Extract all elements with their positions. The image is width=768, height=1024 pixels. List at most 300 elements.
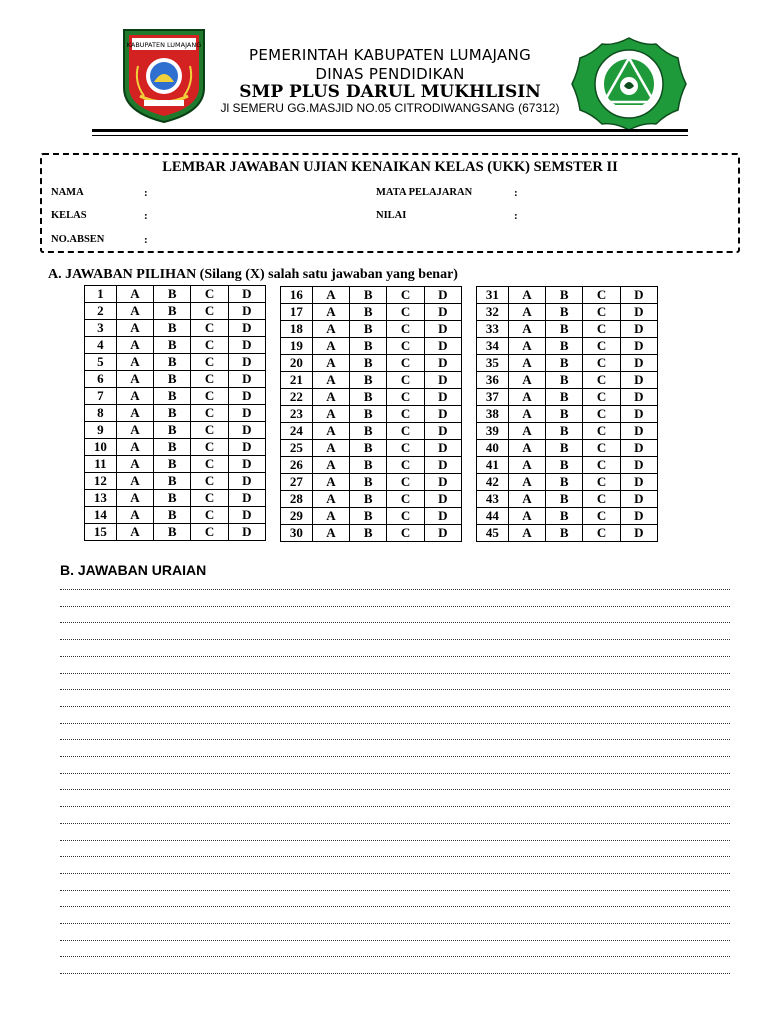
essay-line[interactable]: [60, 655, 730, 657]
option-c[interactable]: C: [583, 491, 620, 508]
answer-row: [281, 457, 462, 474]
option-b[interactable]: B: [546, 525, 583, 542]
essay-line[interactable]: [60, 889, 730, 891]
option-d[interactable]: D: [620, 304, 657, 321]
question-number: 16: [281, 287, 313, 304]
field-label-no-absen: NO.ABSEN: [51, 234, 105, 245]
answer-row: [477, 304, 658, 321]
option-b[interactable]: B: [350, 372, 387, 389]
option-b[interactable]: B: [350, 355, 387, 372]
question-number: 1: [85, 286, 117, 303]
essay-line[interactable]: [60, 955, 730, 957]
question-number: 12: [85, 473, 117, 490]
option-b[interactable]: B: [546, 287, 583, 304]
option-a[interactable]: A: [116, 507, 153, 524]
question-number: 31: [477, 287, 509, 304]
essay-line[interactable]: [60, 705, 730, 707]
option-a[interactable]: A: [508, 321, 545, 338]
option-b[interactable]: B: [154, 286, 191, 303]
option-a[interactable]: A: [508, 457, 545, 474]
option-b[interactable]: B: [546, 406, 583, 423]
essay-line[interactable]: [60, 672, 730, 674]
option-d[interactable]: D: [228, 388, 265, 405]
option-c[interactable]: C: [387, 304, 424, 321]
option-a[interactable]: A: [312, 457, 349, 474]
option-c[interactable]: C: [387, 321, 424, 338]
field-label-nilai: NILAI: [376, 210, 407, 221]
answer-row: [85, 524, 266, 541]
option-a[interactable]: A: [116, 456, 153, 473]
option-c[interactable]: C: [191, 473, 228, 490]
option-c[interactable]: C: [191, 507, 228, 524]
option-d[interactable]: D: [228, 320, 265, 337]
option-a[interactable]: A: [312, 321, 349, 338]
question-number: 30: [281, 525, 313, 542]
option-c[interactable]: C: [387, 355, 424, 372]
option-b[interactable]: B: [154, 337, 191, 354]
answer-row: [85, 456, 266, 473]
question-number: 13: [85, 490, 117, 507]
option-d[interactable]: D: [620, 457, 657, 474]
question-number: 18: [281, 321, 313, 338]
option-b[interactable]: B: [546, 321, 583, 338]
option-d[interactable]: D: [620, 406, 657, 423]
answer-row: [85, 371, 266, 388]
option-c[interactable]: C: [583, 423, 620, 440]
option-d[interactable]: D: [620, 287, 657, 304]
option-a[interactable]: A: [508, 338, 545, 355]
option-b[interactable]: B: [350, 321, 387, 338]
question-number: 25: [281, 440, 313, 457]
answer-row: [281, 304, 462, 321]
government-name: PEMERINTAH KABUPATEN LUMAJANG: [249, 46, 531, 64]
option-c[interactable]: C: [191, 422, 228, 439]
option-a[interactable]: A: [312, 406, 349, 423]
answer-row: [85, 422, 266, 439]
answer-table-1: [84, 285, 266, 541]
option-b[interactable]: B: [154, 303, 191, 320]
answer-row: [477, 491, 658, 508]
option-a[interactable]: A: [508, 287, 545, 304]
question-number: 9: [85, 422, 117, 439]
option-a[interactable]: A: [116, 490, 153, 507]
option-d[interactable]: D: [620, 372, 657, 389]
answer-row: [477, 457, 658, 474]
option-d[interactable]: D: [424, 508, 461, 525]
answer-row: [85, 490, 266, 507]
option-c[interactable]: C: [387, 287, 424, 304]
option-c[interactable]: C: [191, 405, 228, 422]
essay-line[interactable]: [60, 638, 730, 640]
option-a[interactable]: A: [312, 304, 349, 321]
option-c[interactable]: C: [191, 388, 228, 405]
question-number: 32: [477, 304, 509, 321]
option-b[interactable]: B: [350, 491, 387, 508]
option-b[interactable]: B: [154, 388, 191, 405]
option-d[interactable]: D: [228, 354, 265, 371]
question-number: 7: [85, 388, 117, 405]
option-b[interactable]: B: [154, 405, 191, 422]
option-b[interactable]: B: [350, 304, 387, 321]
question-number: 28: [281, 491, 313, 508]
option-c[interactable]: C: [191, 371, 228, 388]
question-number: 17: [281, 304, 313, 321]
logo-left-lettering: KABUPATEN LUMAJANG: [126, 41, 202, 49]
question-number: 11: [85, 456, 117, 473]
option-d[interactable]: D: [424, 406, 461, 423]
option-a[interactable]: A: [116, 303, 153, 320]
option-d[interactable]: D: [424, 423, 461, 440]
option-d[interactable]: D: [424, 440, 461, 457]
answer-row: [281, 440, 462, 457]
question-number: 40: [477, 440, 509, 457]
option-a[interactable]: A: [508, 423, 545, 440]
option-d[interactable]: D: [228, 405, 265, 422]
option-d[interactable]: D: [620, 389, 657, 406]
option-a[interactable]: A: [508, 491, 545, 508]
option-b[interactable]: B: [154, 473, 191, 490]
option-b[interactable]: B: [154, 320, 191, 337]
answer-row: [281, 389, 462, 406]
option-a[interactable]: A: [116, 354, 153, 371]
option-c[interactable]: C: [583, 372, 620, 389]
option-d[interactable]: D: [620, 321, 657, 338]
answer-row: [281, 406, 462, 423]
option-b[interactable]: B: [350, 525, 387, 542]
question-number: 41: [477, 457, 509, 474]
option-d[interactable]: D: [424, 457, 461, 474]
answer-row: [85, 337, 266, 354]
question-number: 19: [281, 338, 313, 355]
answer-row: [477, 474, 658, 491]
option-d[interactable]: D: [228, 337, 265, 354]
option-d[interactable]: D: [620, 508, 657, 525]
option-b[interactable]: B: [154, 371, 191, 388]
option-d[interactable]: D: [620, 474, 657, 491]
option-d[interactable]: D: [424, 321, 461, 338]
option-c[interactable]: C: [387, 508, 424, 525]
answer-row: [281, 355, 462, 372]
field-label-kelas: KELAS: [51, 210, 87, 221]
option-a[interactable]: A: [312, 372, 349, 389]
option-b[interactable]: B: [546, 423, 583, 440]
option-a[interactable]: A: [312, 525, 349, 542]
essay-line[interactable]: [60, 722, 730, 724]
question-number: 20: [281, 355, 313, 372]
option-c[interactable]: C: [387, 406, 424, 423]
option-d[interactable]: D: [228, 439, 265, 456]
question-number: 29: [281, 508, 313, 525]
option-c[interactable]: C: [191, 337, 228, 354]
answer-row: [85, 354, 266, 371]
option-d[interactable]: D: [620, 440, 657, 457]
option-b[interactable]: B: [546, 355, 583, 372]
option-c[interactable]: C: [191, 320, 228, 337]
option-d[interactable]: D: [424, 474, 461, 491]
option-a[interactable]: A: [116, 405, 153, 422]
option-d[interactable]: D: [424, 372, 461, 389]
option-d[interactable]: D: [228, 456, 265, 473]
option-a[interactable]: A: [312, 491, 349, 508]
question-number: 35: [477, 355, 509, 372]
option-a[interactable]: A: [116, 473, 153, 490]
option-b[interactable]: B: [154, 507, 191, 524]
essay-line[interactable]: [60, 788, 730, 790]
question-number: 45: [477, 525, 509, 542]
answer-row: [477, 287, 658, 304]
answer-row: [85, 320, 266, 337]
option-b[interactable]: B: [154, 490, 191, 507]
option-a[interactable]: A: [116, 524, 153, 541]
option-a[interactable]: A: [508, 406, 545, 423]
answer-row: [85, 388, 266, 405]
answer-row: [85, 303, 266, 320]
essay-line[interactable]: [60, 939, 730, 941]
essay-line[interactable]: [60, 972, 730, 974]
option-b[interactable]: B: [350, 389, 387, 406]
option-c[interactable]: C: [191, 354, 228, 371]
option-a[interactable]: A: [116, 286, 153, 303]
option-d[interactable]: D: [424, 525, 461, 542]
option-c[interactable]: C: [191, 456, 228, 473]
section-a-title: A. JAWABAN PILIHAN (Silang (X) salah satu jawaban yang benar): [48, 267, 458, 282]
essay-line[interactable]: [60, 839, 730, 841]
option-b[interactable]: B: [350, 423, 387, 440]
field-colon-mata-pelajaran: :: [514, 187, 518, 199]
option-b[interactable]: B: [546, 491, 583, 508]
option-c[interactable]: C: [583, 355, 620, 372]
option-b[interactable]: B: [350, 287, 387, 304]
answer-row: [85, 439, 266, 456]
answer-row: [281, 491, 462, 508]
option-c[interactable]: C: [583, 457, 620, 474]
option-c[interactable]: C: [191, 490, 228, 507]
answer-row: [281, 287, 462, 304]
essay-line[interactable]: [60, 588, 730, 590]
option-d[interactable]: D: [228, 286, 265, 303]
option-c[interactable]: C: [583, 389, 620, 406]
option-a[interactable]: A: [312, 508, 349, 525]
option-b[interactable]: B: [546, 508, 583, 525]
option-d[interactable]: D: [228, 303, 265, 320]
question-number: 39: [477, 423, 509, 440]
essay-line[interactable]: [60, 805, 730, 807]
option-d[interactable]: D: [424, 491, 461, 508]
answer-row: [85, 286, 266, 303]
field-colon-nilai: :: [514, 210, 518, 222]
option-a[interactable]: A: [116, 422, 153, 439]
answer-row: [281, 423, 462, 440]
option-a[interactable]: A: [312, 389, 349, 406]
option-d[interactable]: D: [620, 525, 657, 542]
option-c[interactable]: C: [583, 321, 620, 338]
option-c[interactable]: C: [583, 440, 620, 457]
option-c[interactable]: C: [387, 474, 424, 491]
question-number: 4: [85, 337, 117, 354]
answer-row: [477, 508, 658, 525]
question-number: 22: [281, 389, 313, 406]
option-c[interactable]: C: [583, 508, 620, 525]
option-a[interactable]: A: [116, 439, 153, 456]
option-d[interactable]: D: [424, 389, 461, 406]
option-c[interactable]: C: [583, 525, 620, 542]
option-c[interactable]: C: [583, 304, 620, 321]
option-b[interactable]: B: [546, 457, 583, 474]
option-a[interactable]: A: [508, 389, 545, 406]
option-d[interactable]: D: [424, 338, 461, 355]
header-rule-thin: [92, 135, 688, 136]
essay-line[interactable]: [60, 605, 730, 607]
option-c[interactable]: C: [191, 524, 228, 541]
school-name: SMP PLUS DARUL MUKHLISIN: [239, 82, 541, 102]
option-a[interactable]: A: [116, 320, 153, 337]
option-c[interactable]: C: [387, 491, 424, 508]
option-b[interactable]: B: [350, 406, 387, 423]
question-number: 23: [281, 406, 313, 423]
option-c[interactable]: C: [387, 423, 424, 440]
question-number: 36: [477, 372, 509, 389]
question-number: 26: [281, 457, 313, 474]
option-b[interactable]: B: [546, 440, 583, 457]
option-b[interactable]: B: [350, 508, 387, 525]
option-b[interactable]: B: [154, 456, 191, 473]
option-c[interactable]: C: [583, 474, 620, 491]
option-b[interactable]: B: [546, 304, 583, 321]
option-d[interactable]: D: [228, 490, 265, 507]
option-c[interactable]: C: [387, 372, 424, 389]
option-d[interactable]: D: [620, 338, 657, 355]
answer-row: [85, 473, 266, 490]
section-b-title: B. JAWABAN URAIAN: [60, 562, 207, 578]
option-a[interactable]: A: [116, 388, 153, 405]
option-a[interactable]: A: [312, 338, 349, 355]
option-c[interactable]: C: [387, 440, 424, 457]
option-c[interactable]: C: [387, 457, 424, 474]
option-a[interactable]: A: [312, 474, 349, 491]
answer-row: [281, 525, 462, 542]
option-b[interactable]: B: [154, 354, 191, 371]
option-b[interactable]: B: [546, 474, 583, 491]
option-b[interactable]: B: [350, 457, 387, 474]
essay-line[interactable]: [60, 621, 730, 623]
answer-row: [281, 474, 462, 491]
essay-line[interactable]: [60, 738, 730, 740]
question-number: 38: [477, 406, 509, 423]
question-number: 43: [477, 491, 509, 508]
question-number: 37: [477, 389, 509, 406]
option-d[interactable]: D: [424, 304, 461, 321]
department-name: DINAS PENDIDIKAN: [315, 65, 465, 83]
question-number: 14: [85, 507, 117, 524]
question-number: 34: [477, 338, 509, 355]
option-a[interactable]: A: [312, 355, 349, 372]
answer-row: [477, 525, 658, 542]
option-a[interactable]: A: [116, 371, 153, 388]
option-d[interactable]: D: [228, 371, 265, 388]
option-c[interactable]: C: [191, 303, 228, 320]
option-a[interactable]: A: [312, 287, 349, 304]
option-a[interactable]: A: [116, 337, 153, 354]
option-b[interactable]: B: [154, 524, 191, 541]
question-number: 27: [281, 474, 313, 491]
option-a[interactable]: A: [312, 423, 349, 440]
option-b[interactable]: B: [546, 338, 583, 355]
option-a[interactable]: A: [508, 525, 545, 542]
answer-row: [477, 406, 658, 423]
option-a[interactable]: A: [508, 508, 545, 525]
essay-line[interactable]: [60, 822, 730, 824]
option-d[interactable]: D: [620, 491, 657, 508]
question-number: 10: [85, 439, 117, 456]
answer-row: [477, 338, 658, 355]
option-d[interactable]: D: [620, 355, 657, 372]
option-c[interactable]: C: [583, 287, 620, 304]
answer-row: [281, 508, 462, 525]
option-a[interactable]: A: [508, 304, 545, 321]
field-label-nama: NAMA: [51, 187, 84, 198]
essay-line[interactable]: [60, 905, 730, 907]
option-a[interactable]: A: [312, 440, 349, 457]
question-number: 6: [85, 371, 117, 388]
option-c[interactable]: C: [387, 338, 424, 355]
option-c[interactable]: C: [387, 389, 424, 406]
option-b[interactable]: B: [154, 439, 191, 456]
option-d[interactable]: D: [228, 507, 265, 524]
option-c[interactable]: C: [191, 439, 228, 456]
option-b[interactable]: B: [350, 440, 387, 457]
option-b[interactable]: B: [350, 474, 387, 491]
option-d[interactable]: D: [228, 524, 265, 541]
option-d[interactable]: D: [228, 473, 265, 490]
essay-line[interactable]: [60, 872, 730, 874]
option-b[interactable]: B: [154, 422, 191, 439]
option-b[interactable]: B: [546, 372, 583, 389]
option-a[interactable]: A: [508, 440, 545, 457]
option-c[interactable]: C: [191, 286, 228, 303]
option-b[interactable]: B: [546, 389, 583, 406]
answer-row: [85, 405, 266, 422]
option-b[interactable]: B: [350, 338, 387, 355]
question-number: 15: [85, 524, 117, 541]
essay-line[interactable]: [60, 922, 730, 924]
field-label-mata-pelajaran: MATA PELAJARAN: [376, 187, 473, 198]
essay-line[interactable]: [60, 755, 730, 757]
header-rule-thick: [92, 129, 688, 132]
question-number: 24: [281, 423, 313, 440]
school-address: Jl SEMERU GG.MASJID NO.05 CITRODIWANGSANG (67312): [220, 101, 560, 115]
answer-row: [477, 389, 658, 406]
answer-row: [85, 507, 266, 524]
answer-table-2: [280, 286, 462, 542]
essay-line[interactable]: [60, 688, 730, 690]
option-d[interactable]: D: [424, 355, 461, 372]
option-c[interactable]: C: [583, 406, 620, 423]
question-number: 2: [85, 303, 117, 320]
option-d[interactable]: D: [424, 287, 461, 304]
option-c[interactable]: C: [387, 525, 424, 542]
option-c[interactable]: C: [583, 338, 620, 355]
essay-line[interactable]: [60, 855, 730, 857]
option-a[interactable]: A: [508, 355, 545, 372]
answer-row: [477, 321, 658, 338]
option-a[interactable]: A: [508, 474, 545, 491]
option-d[interactable]: D: [620, 423, 657, 440]
question-number: 8: [85, 405, 117, 422]
kabupaten-lumajang-logo: [120, 26, 208, 124]
essay-line[interactable]: [60, 772, 730, 774]
option-a[interactable]: A: [508, 372, 545, 389]
option-d[interactable]: D: [228, 422, 265, 439]
